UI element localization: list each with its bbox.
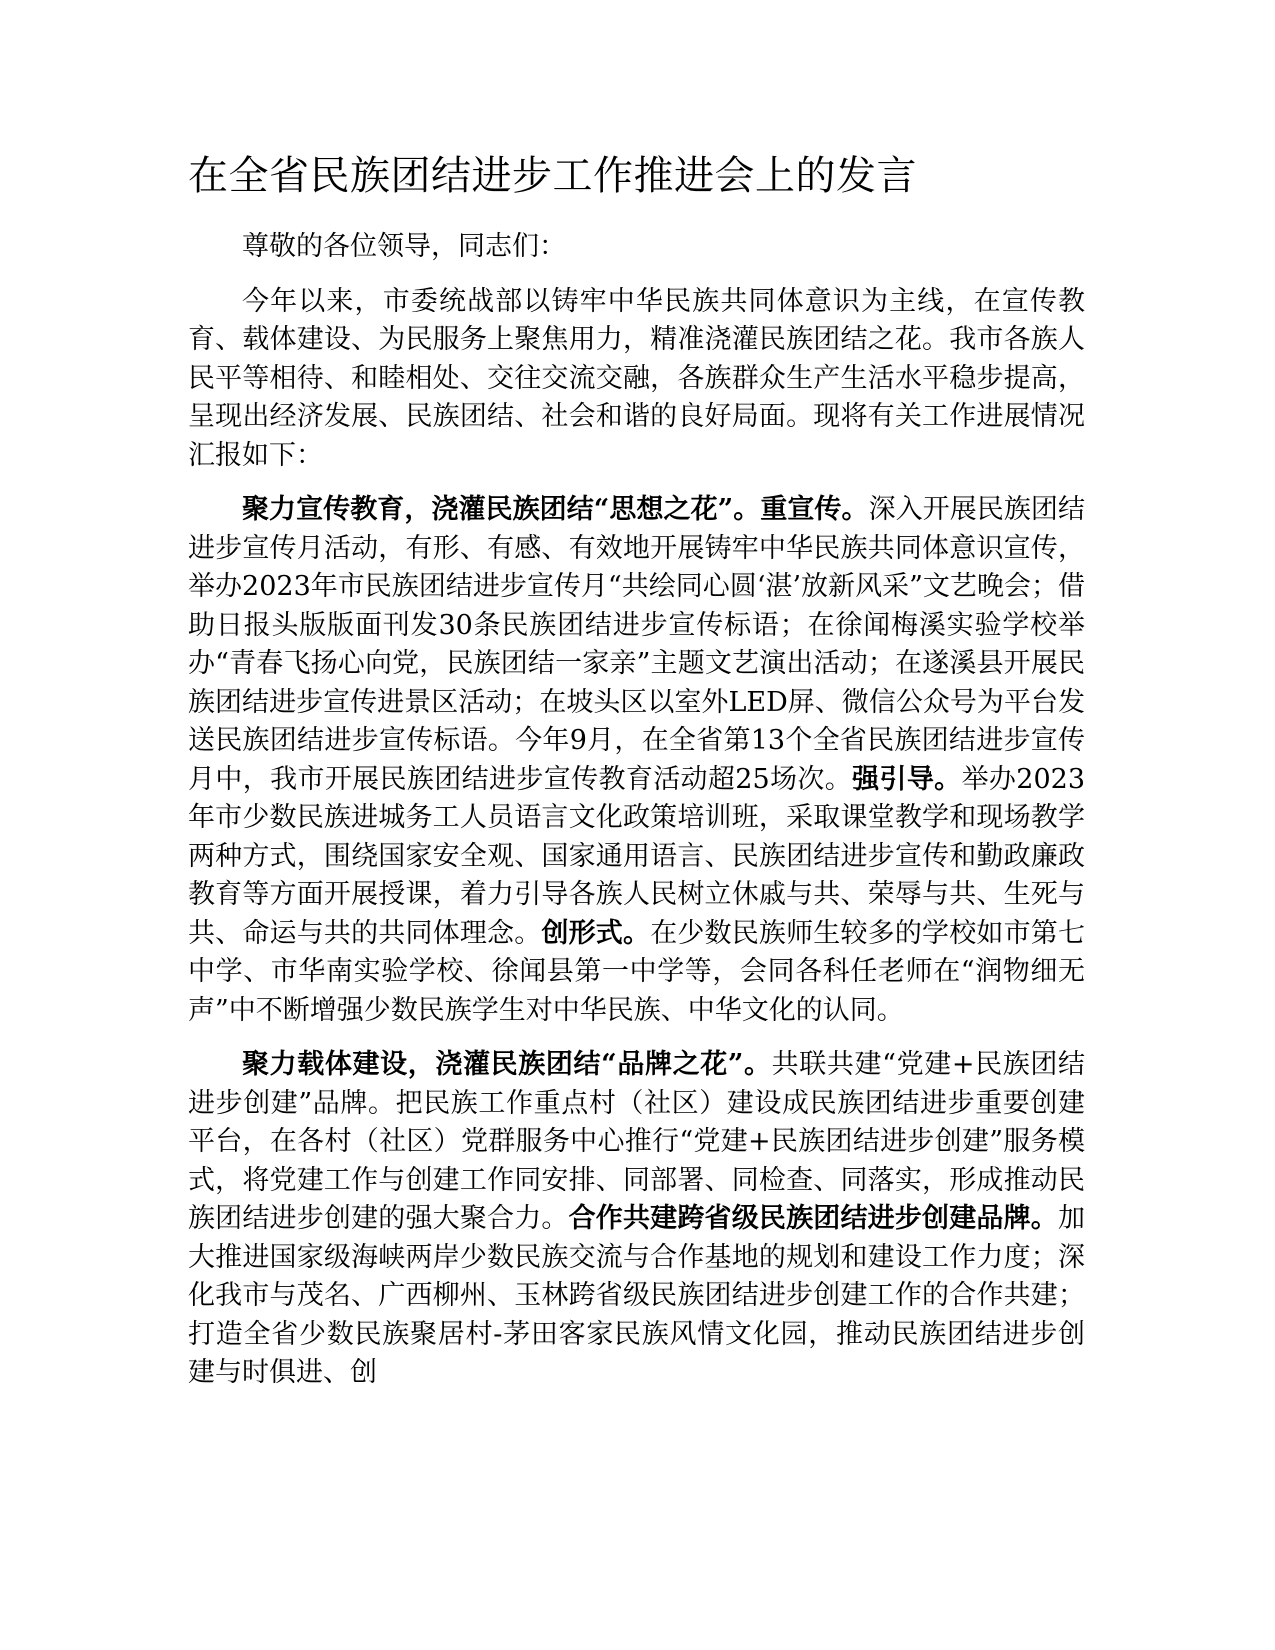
section-1-heading: 聚力宣传教育，浇灌民族团结“思想之花”。 — [242, 494, 761, 525]
section-2-paragraph — [188, 1046, 1085, 1393]
section-1-sub1-text: 深入开展民族团结进步宣传月活动，有形、有感、有效地开展铸牢中华民族共同体意识宣传，举办2023年市民族团结进步宣传月“共绘同心圆‘湛’放新风采”文艺晚会；借助日报头版版面刊发30条民族团结进步宣传标语；在徐闻梅溪实验学校举办“青春飞扬心向党，民族团结一家亲”主题文艺演出活动；在遂溪县开展民族团结进步宣传进景区活动；在坡头区以室外LED屏、微信公众号为平台发送民族团结进步宣传标语。今年9月，在全省第13个全省民族团结进步宣传月中，我市开展民族团结进步宣传教育活动超25场次。 — [188, 494, 1085, 795]
section-2-sub1-text: 共联共建“党建+民族团结进步创建”品牌。把民族工作重点村（社区）建设成民族团结进步重要创建平台，在各村（社区）党群服务中心推行“党建+民族团结进步创建”服务模式，将党建工作与创建工作同安排、同部署、同检查、同落实，形成推动民族团结进步创建的强大聚合力。 — [188, 1049, 1085, 1234]
section-1-sub1-title: 重宣传。 — [760, 494, 869, 525]
section-1-sub3-text: 在少数民族师生较多的学校如市第七中学、市华南实验学校、徐闻县第一中学等，会同各科任老师在“润物细无声”中不断增强少数民族学生对中华民族、中华文化的认同。 — [188, 917, 1085, 1026]
section-2-heading: 聚力载体建设，浇灌民族团结“品牌之花”。 — [242, 1049, 772, 1080]
section-1-sub3-title: 创形式。 — [541, 917, 651, 949]
section-1-sub2-text: 举办2023年市少数民族进城务工人员语言文化政策培训班，采取课堂教学和现场教学两种方式，围绕国家安全观、国家通用语言、民族团结进步宣传和勤政廉政教育等方面开展授课，着力引导各族人民树立休戚与共、荣辱与共、生死与共、命运与共的共同体理念。 — [188, 763, 1086, 949]
intro-paragraph: 今年以来，市委统战部以铸牢中华民族共同体意识为主线，在宣传教育、载体建设、为民服务上聚焦用力，精准浇灌民族团结之花。我市各族人民平等相待、和睦相处、交往交流交融，各族群众生产生活水平稳步提高，呈现出经济发展、民族团结、社会和谐的良好局面。现将有关工作进展情况汇报如下： — [188, 285, 1085, 471]
salutation: 尊敬的各位领导，同志们： — [242, 231, 566, 262]
section-2-sub2-text: 加大推进国家级海峡两岸少数民族交流与合作基地的规划和建设工作力度；深化我市与茂名、广西柳州、玉林跨省级民族团结进步创建工作的合作共建；打造全省少数民族聚居村-茅田客家民族风情文化园，推动民族团结进步创建与时俱进、创 — [188, 1203, 1085, 1388]
document-title: 在全省民族团结进步工作推进会上的发言 — [188, 153, 917, 199]
section-1-sub2-title: 强引导。 — [852, 763, 962, 795]
section-1-paragraph — [188, 491, 1085, 1030]
section-2-sub2-title: 合作共建跨省级民族团结进步创建品牌。 — [568, 1203, 1058, 1234]
